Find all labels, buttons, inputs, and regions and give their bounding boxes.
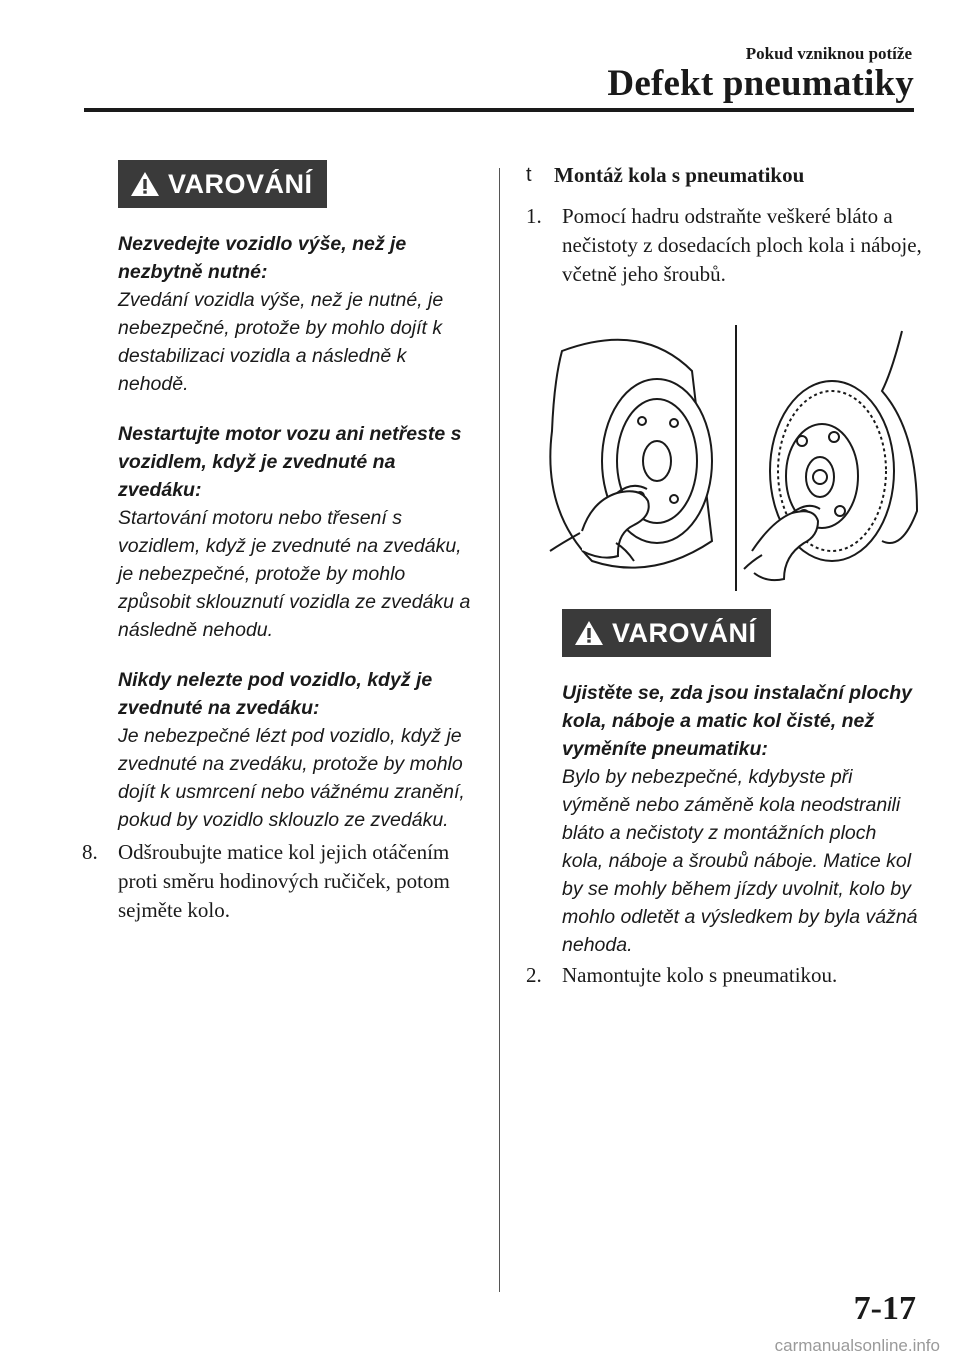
right-column xyxy=(522,160,922,990)
warning-box-wrap xyxy=(118,160,482,208)
wheel-cleaning-illustration xyxy=(522,311,922,591)
step-number: 8. xyxy=(82,840,98,864)
warning-body: Je nebezpečné lézt pod vozidlo, když je zvednuté na zvedáku, protože by mohlo dojít k usmrcení nebo vážnému zranění, pokud by vozidlo sklouzlo ze zvedáku. xyxy=(118,725,465,831)
column-divider xyxy=(499,168,500,1292)
page-title: Defekt pneumatiky xyxy=(607,63,914,104)
step-number: 2. xyxy=(526,963,542,987)
warning-box xyxy=(562,609,771,657)
warning-item xyxy=(118,230,482,398)
step-item xyxy=(82,838,482,925)
warning-body: Startování motoru nebo třesení s vozidlem, když je zvednuté na zvedáku, je nebezpečné, protože by mohlo způsobit sklouznutí vozidla ze zvedáku a následně nehodu. xyxy=(118,507,471,641)
warning-triangle-icon xyxy=(130,170,160,198)
warning-box xyxy=(118,160,327,208)
subheading-marker: t xyxy=(526,164,532,186)
step-item xyxy=(526,202,922,289)
warning-box-wrap xyxy=(562,609,922,657)
header-rule xyxy=(84,108,914,112)
warning-label: VAROVÁNÍ xyxy=(612,617,757,648)
warning-item xyxy=(562,679,922,959)
warning-heading: Nestartujte motor vozu ani netřeste s vozidlem, když je zvednuté na zvedáku: xyxy=(118,423,462,501)
page-number: 7-17 xyxy=(853,1290,916,1327)
brake-disc-hub-drawing xyxy=(744,331,917,580)
step-number: 1. xyxy=(526,204,542,228)
warning-item xyxy=(118,420,482,644)
warning-triangle-icon xyxy=(574,619,604,647)
step-text: Namontujte kolo s pneumatikou. xyxy=(562,963,838,987)
warning-heading: Nikdy nelezte pod vozidlo, když je zvednuté na zvedáku: xyxy=(118,669,433,719)
watermark: carmanualsonline.info xyxy=(774,1336,940,1355)
warning-label: VAROVÁNÍ xyxy=(168,168,313,199)
wheel-with-tire-drawing xyxy=(550,340,712,568)
subheading-text: Montáž kola s pneumatikou xyxy=(554,163,805,187)
subheading xyxy=(522,160,922,190)
step-text: Pomocí hadru odstraňte veškeré bláto a nečistoty z dosedacích ploch kola i náboje, včetně jeho šroubů. xyxy=(562,204,922,286)
section-title: Pokud vzniknou potíže xyxy=(745,44,912,63)
warning-heading: Ujistěte se, zda jsou instalační plochy kola, náboje a matic kol čisté, než vyměníte pneumatiku: xyxy=(562,682,913,760)
warning-body: Zvedání vozidla výše, než je nutné, je nebezpečné, protože by mohlo dojít k destabilizaci vozidla a následně k nehodě. xyxy=(118,289,444,395)
step-item xyxy=(526,961,922,990)
step-text: Odšroubujte matice kol jejich otáčením proti směru hodinových ručiček, potom sejměte kolo. xyxy=(118,840,450,922)
left-column xyxy=(82,160,482,925)
warning-heading: Nezvedejte vozidlo výše, než je nezbytně nutné: xyxy=(118,233,407,283)
warning-item xyxy=(118,666,482,834)
warning-body: Bylo by nebezpečné, kdybyste při výměně nebo záměně kola neodstranili bláto a nečistoty z montážních ploch kola, náboje a šroubů náboje. Matice kol by se mohly během jízdy uvolnit, kolo by mohlo odletět a výsledkem by byla vážná nehoda. xyxy=(562,766,918,956)
